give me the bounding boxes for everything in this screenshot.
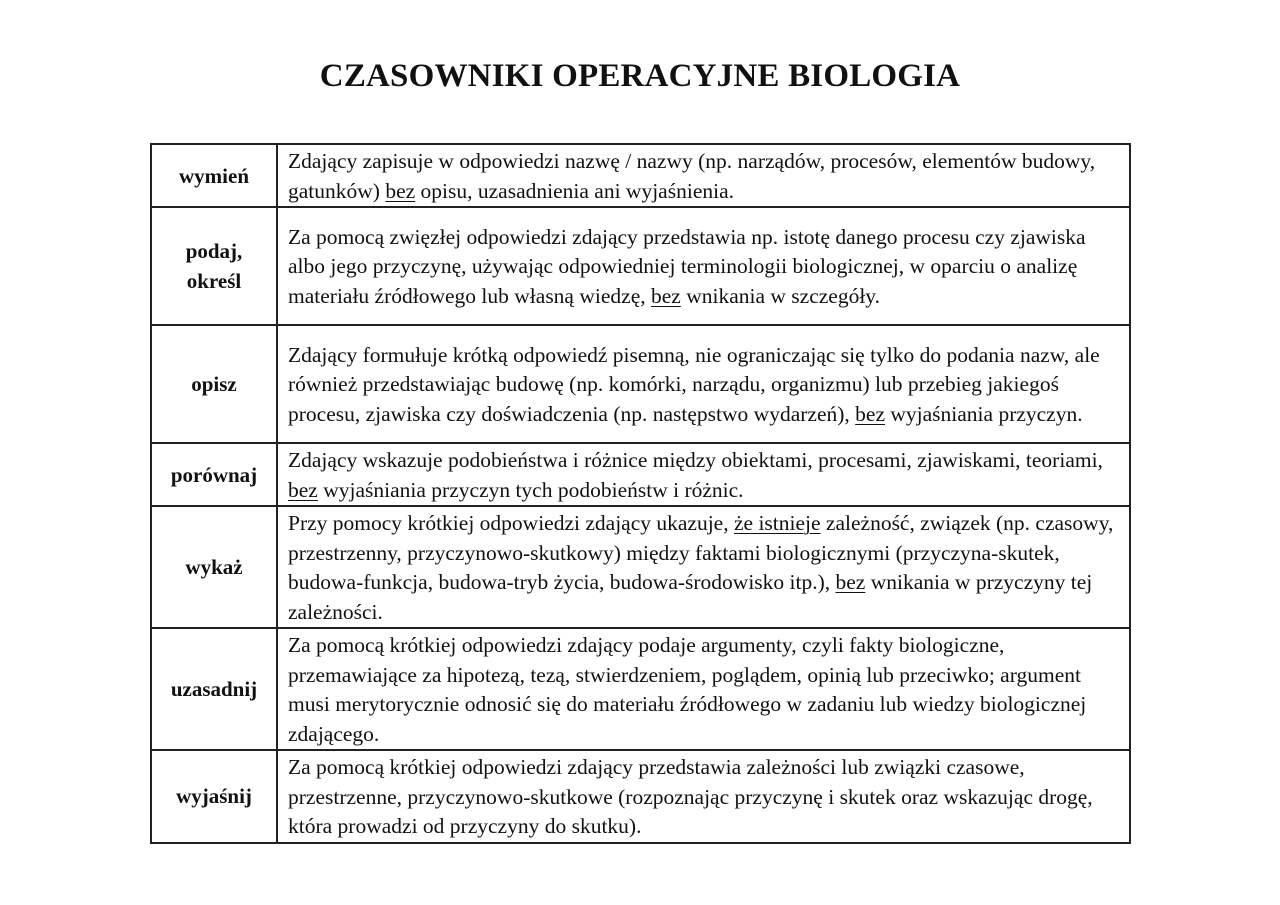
description-text: wyjaśniania przyczyn. (885, 401, 1083, 426)
description-text: opisu, uzasadnienia ani wyjaśnienia. (415, 178, 734, 203)
verb-term: porównaj (151, 443, 277, 506)
description-text: Zdający wskazuje podobieństwa i różnice między obiektami, procesami, zjawiskami, teoriami, (288, 448, 1103, 472)
description-text: wyjaśniania przyczyn tych podobieństw i różnic. (317, 477, 744, 502)
verb-term (151, 207, 277, 325)
verb-description (277, 750, 1130, 843)
table-row (151, 628, 1130, 750)
verb-description (277, 207, 1130, 325)
table-row (151, 144, 1130, 207)
description-text: zależność, związek (np. czasowy, przestrzenny, przyczynowo-skutkowy) między faktami biologicznymi (przyczyna-skutek, budowa-funkcja, budowa-tryb życia, budowa-środowisko itp.), (288, 511, 1114, 594)
underlined-emphasis: bez (835, 570, 866, 594)
description-text: Zdający zapisuje w odpowiedzi nazwę / nazwy (np. narządów, procesów, elementów budowy, gatunków) (288, 149, 1096, 203)
verb-term: wymień (151, 144, 277, 207)
verb-description (277, 506, 1130, 628)
underlined-emphasis: bez (385, 178, 416, 203)
table-row (151, 443, 1130, 506)
verb-term-text: podaj, określ (185, 239, 243, 293)
verb-description (277, 628, 1130, 750)
underlined-emphasis: bez (650, 283, 681, 308)
description-text: wnikania w przyczyny tej zależności. (288, 570, 1093, 624)
table-row (151, 750, 1130, 843)
description-text: Przy pomocy krótkiej odpowiedzi zdający ukazuje, (288, 511, 734, 535)
verb-term: wyjaśnij (151, 750, 277, 843)
description-text: Zdający formułuje krótką odpowiedź pisemną, nie ograniczając się tylko do podania nazw, ale również przedstawiając budowę (np. komórki, narządu, organizmu) lub przebieg jakiegoś procesu, zjawiska czy doświadczenia (np. następstwo wydarzeń), (288, 342, 1100, 426)
underlined-emphasis: że istnieje (733, 511, 821, 535)
underlined-emphasis: bez (288, 477, 318, 502)
underlined-emphasis: bez (855, 401, 885, 426)
verb-term: opisz (151, 325, 277, 443)
table-row (151, 207, 1130, 325)
description-text: Za pomocą krótkiej odpowiedzi zdający podaje argumenty, czyli fakty biologiczne, przemawiające za hipotezą, tezą, stwierdzeniem, poglądem, opinią lub przeciwko; argument musi merytorycznie odnosić się do materiału źródłowego w zadaniu lub wiedzy biologicznej zdającego. (288, 633, 1087, 746)
operational-verbs-table (150, 143, 1131, 844)
verb-term: wykaż (151, 506, 277, 628)
description-text: Za pomocą zwięzłej odpowiedzi zdający przedstawia np. istotę danego procesu czy zjawiska albo jego przyczynę, używając odpowiedniej terminologii biologicznej, w oparciu o analizę materiału źródłowego lub własną wiedzę, (288, 224, 1086, 308)
verb-term: uzasadnij (151, 628, 277, 750)
description-text: wnikania w szczegóły. (680, 283, 881, 308)
verb-description (277, 325, 1130, 443)
table-row (151, 325, 1130, 443)
verb-description (277, 443, 1130, 506)
page-title: CZASOWNIKI OPERACYJNE BIOLOGIA (319, 58, 961, 94)
description-text: Za pomocą krótkiej odpowiedzi zdający przedstawia zależności lub związki czasowe, przestrzenne, przyczynowo-skutkowe (rozpoznając przyczynę i skutek oraz wskazując drogę, która prowadzi od przyczyny do skutku). (288, 755, 1093, 838)
table-row (151, 506, 1130, 628)
verb-description (277, 144, 1130, 207)
